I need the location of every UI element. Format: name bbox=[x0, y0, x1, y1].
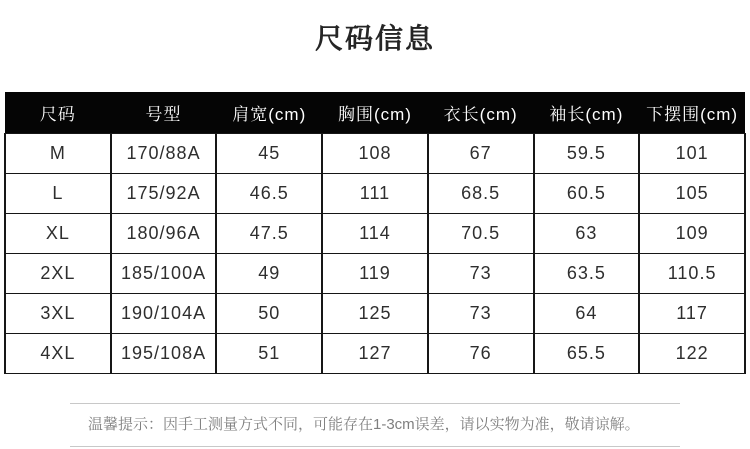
table-row bbox=[5, 214, 745, 254]
cell-size: M bbox=[5, 134, 111, 174]
cell-hem: 101 bbox=[639, 134, 745, 174]
col-header-chest: 胸围(cm) bbox=[322, 92, 428, 134]
cell-shoulder: 47.5 bbox=[216, 214, 322, 254]
table-row bbox=[5, 174, 745, 214]
cell-chest: 111 bbox=[322, 174, 428, 214]
cell-size: 2XL bbox=[5, 254, 111, 294]
cell-shoulder: 50 bbox=[216, 294, 322, 334]
table-row bbox=[5, 134, 745, 174]
cell-length: 70.5 bbox=[428, 214, 534, 254]
cell-model: 170/88A bbox=[111, 134, 217, 174]
cell-size: 3XL bbox=[5, 294, 111, 334]
note-text: 温馨提示：因手工测量方式不同，可能存在1-3cm误差，请以实物为准，敬请谅解。 bbox=[88, 416, 640, 433]
cell-chest: 119 bbox=[322, 254, 428, 294]
cell-length: 68.5 bbox=[428, 174, 534, 214]
table-row bbox=[5, 334, 745, 374]
cell-hem: 117 bbox=[639, 294, 745, 334]
table-row bbox=[5, 294, 745, 334]
cell-sleeve: 59.5 bbox=[534, 134, 640, 174]
cell-sleeve: 65.5 bbox=[534, 334, 640, 374]
col-header-hem: 下摆围(cm) bbox=[639, 92, 745, 134]
cell-hem: 122 bbox=[639, 334, 745, 374]
cell-length: 76 bbox=[428, 334, 534, 374]
col-header-length: 衣长(cm) bbox=[428, 92, 534, 134]
cell-length: 73 bbox=[428, 294, 534, 334]
cell-hem: 105 bbox=[639, 174, 745, 214]
col-header-shoulder: 肩宽(cm) bbox=[216, 92, 322, 134]
size-table bbox=[4, 92, 746, 374]
cell-model: 185/100A bbox=[111, 254, 217, 294]
measurement-note bbox=[70, 403, 680, 447]
cell-shoulder: 49 bbox=[216, 254, 322, 294]
cell-sleeve: 63 bbox=[534, 214, 640, 254]
cell-model: 190/104A bbox=[111, 294, 217, 334]
cell-model: 175/92A bbox=[111, 174, 217, 214]
page-title: 尺码信息 bbox=[314, 23, 435, 54]
cell-sleeve: 63.5 bbox=[534, 254, 640, 294]
cell-size: L bbox=[5, 174, 111, 214]
table-header-row bbox=[5, 92, 745, 134]
cell-chest: 127 bbox=[322, 334, 428, 374]
cell-shoulder: 46.5 bbox=[216, 174, 322, 214]
cell-hem: 110.5 bbox=[639, 254, 745, 294]
cell-model: 180/96A bbox=[111, 214, 217, 254]
cell-size: 4XL bbox=[5, 334, 111, 374]
col-header-sleeve: 袖长(cm) bbox=[534, 92, 640, 134]
cell-chest: 114 bbox=[322, 214, 428, 254]
cell-shoulder: 51 bbox=[216, 334, 322, 374]
cell-length: 73 bbox=[428, 254, 534, 294]
col-header-model: 号型 bbox=[111, 92, 217, 134]
cell-chest: 108 bbox=[322, 134, 428, 174]
cell-shoulder: 45 bbox=[216, 134, 322, 174]
cell-hem: 109 bbox=[639, 214, 745, 254]
cell-model: 195/108A bbox=[111, 334, 217, 374]
cell-size: XL bbox=[5, 214, 111, 254]
cell-length: 67 bbox=[428, 134, 534, 174]
cell-chest: 125 bbox=[322, 294, 428, 334]
cell-sleeve: 64 bbox=[534, 294, 640, 334]
cell-sleeve: 60.5 bbox=[534, 174, 640, 214]
table-row bbox=[5, 254, 745, 294]
col-header-size: 尺码 bbox=[5, 92, 111, 134]
